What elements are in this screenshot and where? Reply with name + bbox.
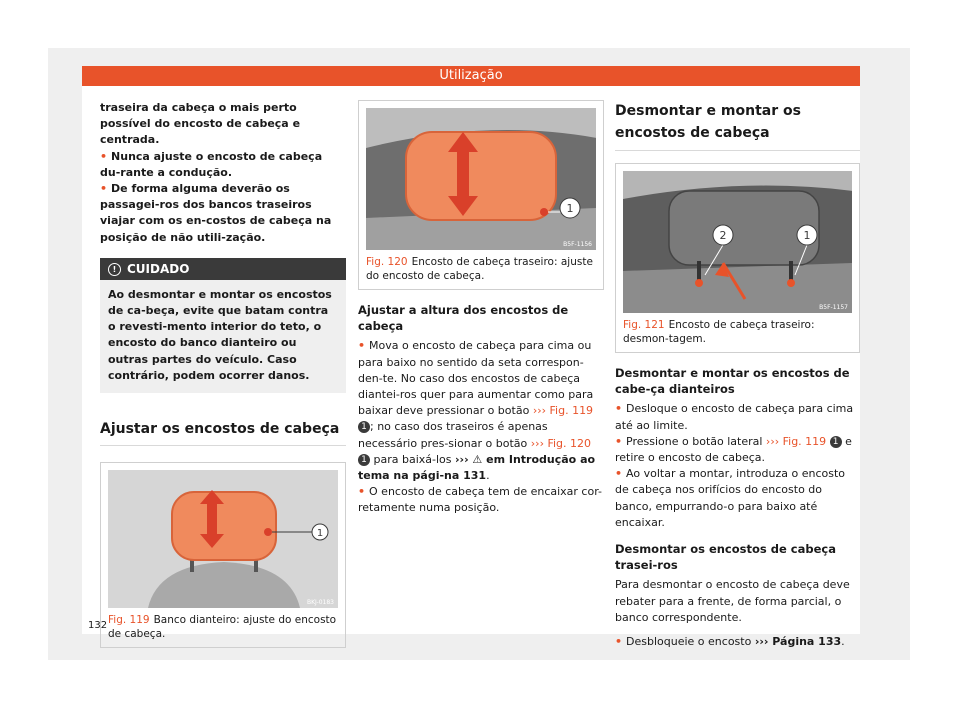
page-number: 132 bbox=[88, 620, 108, 631]
callout-badge: 1 bbox=[830, 436, 842, 448]
figure-number: Fig. 121 bbox=[623, 319, 665, 331]
subheading: Ajustar a altura dos encostos de cabeça bbox=[358, 303, 569, 334]
figure-callout: 1 bbox=[566, 202, 574, 215]
figure-number: Fig. 120 bbox=[366, 256, 408, 268]
figure-image bbox=[623, 171, 852, 313]
figure-code: BKJ-0183 bbox=[306, 599, 334, 607]
figure-caption bbox=[616, 313, 859, 352]
figure-link[interactable]: ››› Fig. 119 bbox=[532, 404, 594, 418]
page-link[interactable]: ››› Página 133 bbox=[754, 635, 842, 649]
caution-header bbox=[100, 258, 346, 280]
bullet-item bbox=[615, 634, 860, 650]
subheading: Desmontar os encostos de cabeça trasei-ros bbox=[615, 542, 836, 573]
caution-icon: ! bbox=[108, 263, 121, 276]
bullet-item: • De forma alguma deverão os passagei-ros dos bancos traseiros viajar com os en-costos de cabeça na posição de não utili-zação. bbox=[100, 181, 346, 246]
figure-code: B5F-1157 bbox=[819, 304, 848, 311]
figure-callout: 2 bbox=[719, 229, 727, 242]
figure-callout: 1 bbox=[803, 229, 811, 242]
figure-121 bbox=[615, 163, 860, 353]
figure-caption-text: Encosto de cabeça traseiro: desmon-tagem. bbox=[623, 319, 815, 345]
figure-caption bbox=[359, 250, 603, 289]
subheading: Desmontar e montar os encostos de cabe-ça dianteiros bbox=[615, 366, 850, 397]
text: ; no caso dos traseiros é apenas necessário pres-sionar o botão bbox=[358, 420, 548, 450]
figure-caption-text: Encosto de cabeça traseiro: ajuste do encosto de cabeça. bbox=[366, 256, 593, 282]
figure-119 bbox=[100, 462, 346, 648]
headrest-front-illustration bbox=[108, 470, 338, 608]
chapter-header-bar bbox=[82, 66, 860, 86]
text: Mova o encosto de cabeça para cima ou para baixo no sentido da seta correspon-den-te. No caso dos encostos de cabeça diantei-ros quer para aumentar como para baixar deve pressionar o botão bbox=[358, 339, 594, 418]
text: . bbox=[841, 635, 845, 649]
bullet-item: • Desloque o encosto de cabeça para cima até ao limite. bbox=[615, 401, 860, 433]
figure-image bbox=[108, 470, 338, 608]
callout-badge: 1 bbox=[358, 454, 370, 466]
intro-text: traseira da cabeça o mais perto possível do encosto de cabeça e centrada. bbox=[100, 101, 301, 147]
caution-box bbox=[100, 258, 346, 393]
caution-text: Ao desmontar e montar os encostos de ca-beça, evite que batam contra o revesti-mento interior do teto, o encosto do banco dianteiro ou outras partes do veículo. Caso contrário, podem ocorrer danos. bbox=[108, 287, 332, 382]
bullet-item: • Ao voltar a montar, introduza o encosto de cabeça nos orifícios do encosto do banco, empurrando-o para baixo até encaixar. bbox=[615, 466, 860, 531]
section-title: Desmontar e montar os encostos de cabeça bbox=[615, 100, 860, 151]
text: Pressione o botão lateral bbox=[626, 434, 763, 448]
bullet-item bbox=[615, 434, 860, 466]
page-link[interactable]: ››› ⚠ em Introdução ao tema na pági-na 131 bbox=[358, 452, 596, 483]
callout-badge: 1 bbox=[358, 421, 370, 433]
column-2 bbox=[358, 100, 604, 517]
figure-link[interactable]: ››› Fig. 119 bbox=[765, 434, 827, 448]
figure-link[interactable]: ››› Fig. 120 bbox=[530, 436, 592, 450]
caution-title: CUIDADO bbox=[127, 261, 190, 276]
figure-code: B5F-1156 bbox=[563, 241, 592, 248]
text: . bbox=[486, 469, 490, 483]
bullet-item: • O encosto de cabeça tem de encaixar cor-retamente numa posição. bbox=[358, 484, 604, 516]
section-title: Ajustar os encostos de cabeça bbox=[100, 419, 346, 446]
figure-120 bbox=[358, 100, 604, 290]
bullet-item bbox=[358, 338, 604, 484]
text: Desbloqueie o encosto bbox=[626, 635, 752, 649]
bullet-item: • Nunca ajuste o encosto de cabeça du-rante a condução. bbox=[100, 149, 346, 181]
figure-caption-text: Banco dianteiro: ajuste do encosto de cabeça. bbox=[108, 614, 337, 641]
figure-caption bbox=[101, 608, 345, 647]
text: e retire o encosto de cabeça. bbox=[615, 434, 852, 465]
headrest-rear-illustration bbox=[366, 108, 596, 250]
figure-image bbox=[366, 108, 596, 250]
figure-number: Fig. 119 bbox=[108, 614, 150, 627]
paragraph: Para desmontar o encosto de cabeça deve rebater para a frente, de forma parcial, o banco correspondente. bbox=[615, 578, 850, 624]
chapter-title: Utilização bbox=[439, 68, 503, 83]
headrest-removal-illustration bbox=[623, 171, 852, 313]
column-3 bbox=[615, 100, 860, 650]
text: para baixá-los bbox=[373, 452, 452, 466]
figure-callout: 1 bbox=[316, 528, 324, 540]
column-1 bbox=[100, 100, 346, 648]
